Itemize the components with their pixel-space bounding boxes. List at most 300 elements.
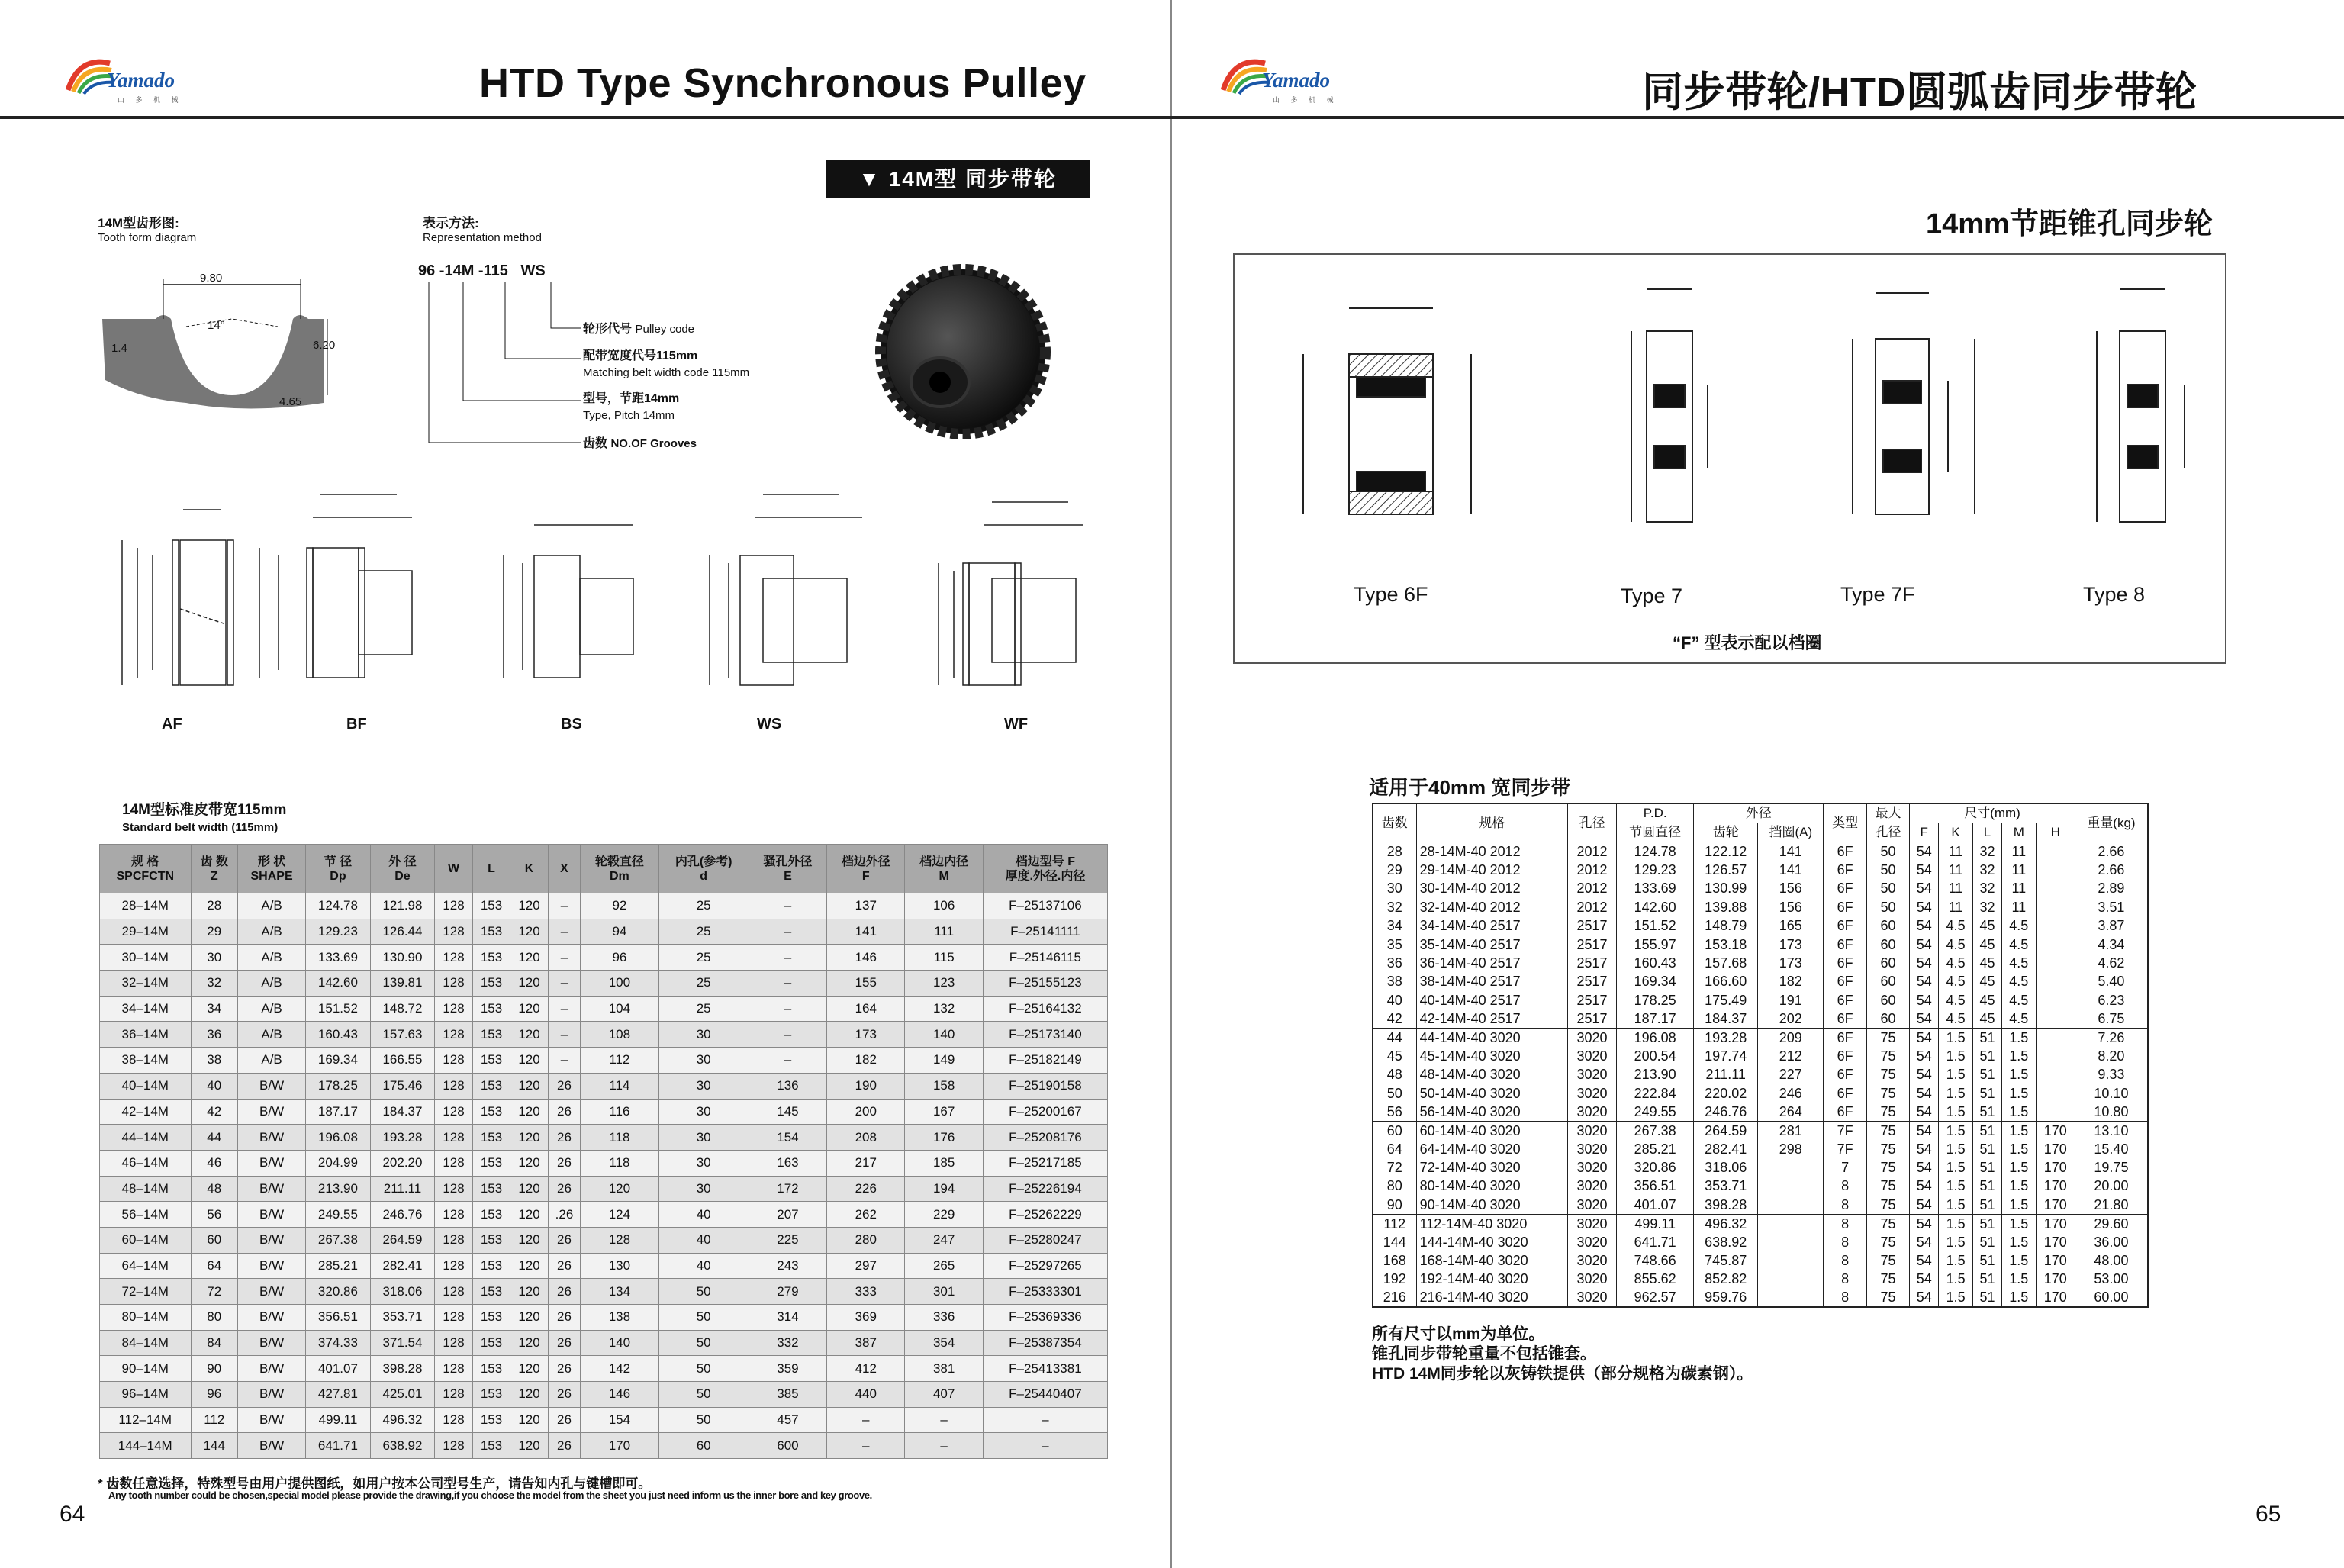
table-cell: 155 [827,971,905,997]
table-cell: 3020 [1567,1140,1616,1158]
table-cell: 120 [581,1176,658,1202]
table-cell: 2.66 [2075,861,2148,879]
table-cell: 90 [191,1356,237,1382]
table-cell: 120 [510,1330,549,1356]
table-cell: 156 [1758,879,1824,897]
table-cell: 151.52 [306,996,371,1022]
table-cell: 354 [905,1330,983,1356]
table-cell: 10.10 [2075,1083,2148,1102]
subheader-1: 齿轮 [1694,823,1758,842]
table-cell: 4.5 [1939,990,1973,1009]
table-cell: 170 [2036,1140,2075,1158]
table-cell: 153 [472,1253,510,1279]
table-cell: F–25200167 [983,1099,1107,1125]
table-cell: 75 [1866,1065,1909,1083]
table-cell: 638.92 [370,1433,435,1459]
table-cell: 50 [1866,898,1909,916]
table-cell: 265 [905,1253,983,1279]
table-cell: 120 [510,919,549,945]
table-cell: 3.51 [2075,898,2148,916]
table-cell: 154 [749,1125,826,1151]
table-cell: A/B [237,996,305,1022]
table-cell: 138 [581,1305,658,1331]
table-cell: 54 [1910,1121,1939,1140]
table-cell: 320.86 [1617,1158,1694,1177]
table-cell: 1.5 [1939,1177,1973,1195]
table-row [1373,861,2148,879]
table-cell: 153 [472,1356,510,1382]
table-cell: 51 [1972,1177,2001,1195]
table-cell: 72–14M [100,1279,192,1305]
note-1: 所有尺寸以mm为单位。 [1372,1325,1545,1343]
table-cell: 160.43 [306,1022,371,1048]
footnote-en: Any tooth number could be chosen,special model please provide the drawing,if you choose the model from the sheet you just need inform us the inner bore and key groove. [108,1489,872,1501]
table-cell: 90-14M-40 3020 [1416,1196,1567,1215]
table-cell: 144-14M-40 3020 [1416,1233,1567,1251]
table-cell: 158 [905,1073,983,1099]
table-cell: 217 [827,1150,905,1176]
table-cell: 187.17 [306,1099,371,1125]
table-cell: 75 [1866,1251,1909,1270]
table-cell: 128 [435,1356,473,1382]
table-cell: 11 [1939,898,1973,916]
table-cell [1758,1270,1824,1288]
table-cell: 153 [472,1125,510,1151]
table-cell: 2517 [1567,972,1616,990]
table-cell: 318.06 [1694,1158,1758,1177]
table-cell: 1.5 [1939,1028,1973,1047]
table-cell: 4.62 [2075,954,2148,972]
table-cell: 26 [548,1176,580,1202]
table-cell: 222.84 [1617,1083,1694,1102]
table-cell: 412 [827,1356,905,1382]
table-cell: F–25440407 [983,1382,1107,1408]
table-cell: B/W [237,1073,305,1099]
table-cell: 374.33 [306,1330,371,1356]
table-cell: 167 [905,1099,983,1125]
table-cell: 1.5 [2002,1047,2037,1065]
table-cell: 50 [658,1305,749,1331]
table-cell: 38-14M-40 2517 [1416,972,1567,990]
table-cell: 356.51 [306,1305,371,1331]
table-cell: 54 [1910,916,1939,935]
table-cell: 75 [1866,1103,1909,1122]
table-cell: 30–14M [100,945,192,971]
subheader-7: M [2002,823,2037,842]
table-cell: 54 [1910,1270,1939,1288]
table-cell: B/W [237,1125,305,1151]
table-cell: 121.98 [370,893,435,919]
table-cell: 140 [581,1330,658,1356]
type-label-8: Type 8 [2083,583,2146,606]
table-cell: 26 [548,1356,580,1382]
table-cell: 185 [905,1150,983,1176]
repr-code: 96 -14M -115 WS [418,262,546,279]
table-cell: 6F [1824,972,1866,990]
table-cell: 170 [2036,1288,2075,1307]
table-cell: A/B [237,945,305,971]
table-cell: 7 [1824,1158,1866,1177]
logo-subtext: 山 多 机 械 [118,96,183,104]
table-cell: 133.69 [306,945,371,971]
tooth-radius2-value: 4.65 [279,395,302,408]
table-cell: 54 [1910,1251,1939,1270]
table-cell: 51 [1972,1121,2001,1140]
table-cell: B/W [237,1227,305,1253]
table-cell: 104 [581,996,658,1022]
table-cell: 26 [548,1099,580,1125]
table-cell: 51 [1972,1103,2001,1122]
table-cell: 176 [905,1125,983,1151]
table-cell: 25 [658,945,749,971]
table-cell: 2.66 [2075,842,2148,861]
table-cell: 192-14M-40 3020 [1416,1270,1567,1288]
table-cell: 80 [191,1305,237,1331]
table-cell: 398.28 [1694,1196,1758,1215]
table-cell: 54 [1910,1214,1939,1233]
table-row [100,919,1108,945]
repr-legend-4: 齿数 NO.OF Grooves [583,437,697,450]
table-cell: 202.20 [370,1150,435,1176]
table-cell: 48.00 [2075,1251,2148,1270]
table-cell: 3020 [1567,1214,1616,1233]
table-cell: 4.5 [1939,972,1973,990]
table-cell: 641.71 [306,1433,371,1459]
table-cell: 3020 [1567,1270,1616,1288]
table-cell: 1.5 [1939,1140,1973,1158]
table-cell: 45 [1972,990,2001,1009]
table-cell: – [827,1433,905,1459]
table-cell: – [983,1433,1107,1459]
table-cell: 959.76 [1694,1288,1758,1307]
table-cell: 200 [827,1099,905,1125]
table-cell: 40 [1373,990,1416,1009]
table-cell: 1.5 [1939,1158,1973,1177]
table-cell: 249.55 [306,1202,371,1228]
table-cell: 3020 [1567,1288,1616,1307]
table-row [1373,1028,2148,1047]
table-cell: 638.92 [1694,1233,1758,1251]
table-cell: 184.37 [1694,1009,1758,1029]
table-cell: 35-14M-40 2517 [1416,935,1567,954]
table-cell: 54 [1910,1065,1939,1083]
table-cell: 21.80 [2075,1196,2148,1215]
table-cell: 118 [581,1125,658,1151]
table-cell: 216 [1373,1288,1416,1307]
table-cell: 280 [827,1227,905,1253]
table-cell: 120 [510,1150,549,1176]
table-cell: 36–14M [100,1022,192,1048]
table-cell: 124 [581,1202,658,1228]
spec-header-13: 档边内径 M [905,845,983,893]
table-cell: 60 [1866,1009,1909,1029]
table-cell: 128 [435,945,473,971]
table-cell: 267.38 [306,1227,371,1253]
table-cell: 1.5 [2002,1177,2037,1195]
table-cell: 6F [1824,1083,1866,1102]
table-cell: F–25217185 [983,1150,1107,1176]
table-cell: 54 [1910,1047,1939,1065]
table-cell: B/W [237,1330,305,1356]
table-cell: 32 [191,971,237,997]
table-cell: 170 [2036,1214,2075,1233]
table-cell: 129.23 [1617,861,1694,879]
table-cell: 48 [191,1176,237,1202]
table-cell: 153 [472,1433,510,1459]
table-cell: 8 [1824,1251,1866,1270]
table-cell: A/B [237,919,305,945]
table-cell [2036,954,2075,972]
table-row [1373,1158,2148,1177]
table-cell [2036,935,2075,954]
table-cell: 262 [827,1202,905,1228]
table-cell: 36 [191,1022,237,1048]
table-cell: 11 [2002,879,2037,897]
table-cell: B/W [237,1305,305,1331]
table-cell: 40-14M-40 2517 [1416,990,1567,1009]
table-cell: 4.5 [1939,916,1973,935]
table-cell: 96 [191,1382,237,1408]
table-cell: 1.5 [2002,1083,2037,1102]
table-cell: 1.5 [2002,1288,2037,1307]
table-title: 14M型标准皮带宽115mm [122,802,287,818]
table-cell: 44–14M [100,1125,192,1151]
table-cell: 45 [1972,954,2001,972]
table-row [1373,954,2148,972]
table-cell: 4.5 [1939,954,1973,972]
table-cell: 3020 [1567,1028,1616,1047]
table-cell: 216-14M-40 3020 [1416,1288,1567,1307]
table-cell: 641.71 [1617,1233,1694,1251]
table-cell: 8 [1824,1233,1866,1251]
table-cell: 50 [658,1407,749,1433]
table-cell: 170 [2036,1196,2075,1215]
table-cell: 1.5 [2002,1121,2037,1140]
table-cell: 169.34 [1617,972,1694,990]
table-cell: 128 [435,1433,473,1459]
table-cell: 153 [472,945,510,971]
pulley-shape-drawings [107,479,1114,708]
shape-label-bs: BS [561,716,582,732]
note-3: HTD 14M同步轮以灰铸铁提供（部分规格为碳素钢）。 [1372,1365,1753,1383]
table-cell: 170 [2036,1158,2075,1177]
table-cell: 115 [905,945,983,971]
table-cell: – [548,945,580,971]
table-cell: 153 [472,1099,510,1125]
table-cell: 56–14M [100,1202,192,1228]
table-cell: 145 [749,1099,826,1125]
table-cell: 75 [1866,1047,1909,1065]
table-cell: 314 [749,1305,826,1331]
table-cell: 600 [749,1433,826,1459]
table-cell: 38–14M [100,1048,192,1074]
table-cell: 745.87 [1694,1251,1758,1270]
table-cell: 1.5 [1939,1065,1973,1083]
table-cell: .26 [548,1202,580,1228]
table-cell: 175.46 [370,1073,435,1099]
table-cell: 4.5 [2002,935,2037,954]
table-cell: 246 [1758,1083,1824,1102]
tooth-angle-value: 14° [208,319,225,332]
table-cell: 6.75 [2075,1009,2148,1029]
spec-header-9: 轮毂直径 Dm [581,845,658,893]
table-cell: 193.28 [1694,1028,1758,1047]
table-cell: 60 [1866,916,1909,935]
table-cell: 1.5 [1939,1121,1973,1140]
table-cell: 30 [658,1022,749,1048]
table-cell: 170 [581,1433,658,1459]
table-cell: 6F [1824,954,1866,972]
table-cell: 11 [2002,898,2037,916]
table-row [100,1073,1108,1099]
table-cell: 163 [749,1150,826,1176]
table-cell: B/W [237,1253,305,1279]
table-cell: 187.17 [1617,1009,1694,1029]
table-cell: 6F [1824,861,1866,879]
table-cell: 356.51 [1617,1177,1694,1195]
table-cell: 50 [1866,842,1909,861]
subheader-0: 节圆直径 [1617,823,1694,842]
table-cell: 50 [658,1279,749,1305]
table-cell: 1.5 [1939,1233,1973,1251]
table-cell: 114 [581,1073,658,1099]
table-row [1373,1121,2148,1140]
table-cell: 72 [1373,1158,1416,1177]
table-cell: 36-14M-40 2517 [1416,954,1567,972]
table-cell: 153 [472,1202,510,1228]
table-cell: 128 [435,1073,473,1099]
table-cell: 139.88 [1694,898,1758,916]
table-cell: 120 [510,1253,549,1279]
table-cell: 11 [1939,879,1973,897]
table-cell: 320.86 [306,1279,371,1305]
table-cell: 26 [548,1279,580,1305]
table-cell: 50 [1866,879,1909,897]
table-cell: 151.52 [1617,916,1694,935]
table-cell: 128 [435,1330,473,1356]
spec-header-4: 外 径 De [370,845,435,893]
table-cell: – [749,945,826,971]
table-cell: – [749,919,826,945]
table-row [100,1176,1108,1202]
table-cell [2036,972,2075,990]
table-row [1373,1065,2148,1083]
table-cell: 336 [905,1305,983,1331]
table-cell: 1.5 [2002,1196,2037,1215]
table-cell: 157.68 [1694,954,1758,972]
table-cell: 855.62 [1617,1270,1694,1288]
table-cell [1758,1288,1824,1307]
table-cell: – [905,1433,983,1459]
table-cell: 54 [1910,1009,1939,1029]
table-cell: 369 [827,1305,905,1331]
table-cell [1758,1158,1824,1177]
table-cell: 108 [581,1022,658,1048]
table-cell: 226 [827,1176,905,1202]
tooth-form-label-en: Tooth form diagram [98,231,197,244]
table-cell: 48-14M-40 3020 [1416,1065,1567,1083]
table-cell: F–25297265 [983,1253,1107,1279]
table-cell: 3020 [1567,1047,1616,1065]
table-cell: 122.12 [1694,842,1758,861]
table-cell: 153 [472,1022,510,1048]
table-cell: 54 [1910,1177,1939,1195]
table-cell: 50 [658,1382,749,1408]
table-cell: 40 [658,1202,749,1228]
table-cell: – [548,971,580,997]
table-cell: 748.66 [1617,1251,1694,1270]
table-cell: 44 [191,1125,237,1151]
table-cell: 6F [1824,1009,1866,1029]
table-cell: 51 [1972,1028,2001,1047]
table-cell: 141 [1758,861,1824,879]
table-cell: 182 [827,1048,905,1074]
table-row [100,1022,1108,1048]
table-cell: – [548,893,580,919]
table-cell: B/W [237,1356,305,1382]
spec-header-1: 齿 数 Z [191,845,237,893]
table-row [1373,842,2148,861]
table-cell: 60 [1866,990,1909,1009]
table-cell: 120 [510,1279,549,1305]
table-cell: F–25141111 [983,919,1107,945]
table-cell: A/B [237,1022,305,1048]
table-cell: 124.78 [306,893,371,919]
table-cell: 72 [191,1279,237,1305]
tooth-radius1-value: 1.4 [111,342,127,355]
table-cell [2036,1065,2075,1083]
table-cell: 155.97 [1617,935,1694,954]
table-cell: 26 [548,1382,580,1408]
table-cell: 1.5 [2002,1233,2037,1251]
subheader-6: L [1972,823,2001,842]
logo-subtext: 山 多 机 械 [1273,96,1338,104]
table-cell: 184.37 [370,1099,435,1125]
table-cell: – [983,1407,1107,1433]
table-cell: – [827,1407,905,1433]
table-cell: B/W [237,1150,305,1176]
table-cell: 128 [435,1279,473,1305]
repr-label-en: Representation method [423,231,542,244]
pulley-photo [864,256,1062,447]
col-max: 最大 [1866,803,1909,823]
table-cell: 279 [749,1279,826,1305]
table-cell: 11 [2002,842,2037,861]
table-cell: 207 [749,1202,826,1228]
table-cell: 50 [1373,1083,1416,1102]
table-cell: 29.60 [2075,1214,2148,1233]
table-cell: 1.5 [1939,1270,1973,1288]
table-cell: 51 [1972,1233,2001,1251]
table-cell: 54 [1910,1028,1939,1047]
table-cell: 4.5 [2002,990,2037,1009]
table-cell: 96–14M [100,1382,192,1408]
table-cell [2036,1009,2075,1029]
table-cell: 56 [1373,1103,1416,1122]
table-cell: 34–14M [100,996,192,1022]
table-cell: 30 [658,1099,749,1125]
table-cell: 204.99 [306,1150,371,1176]
col-type: 类型 [1824,803,1866,842]
col-od: 外径 [1694,803,1824,823]
table-cell: 3020 [1567,1233,1616,1251]
table-cell: 170 [2036,1177,2075,1195]
table-cell: 13.10 [2075,1121,2148,1140]
col-weight: 重量(kg) [2075,803,2148,842]
table-cell: 247 [905,1227,983,1253]
table-cell: 51 [1972,1196,2001,1215]
table-cell [1758,1214,1824,1233]
